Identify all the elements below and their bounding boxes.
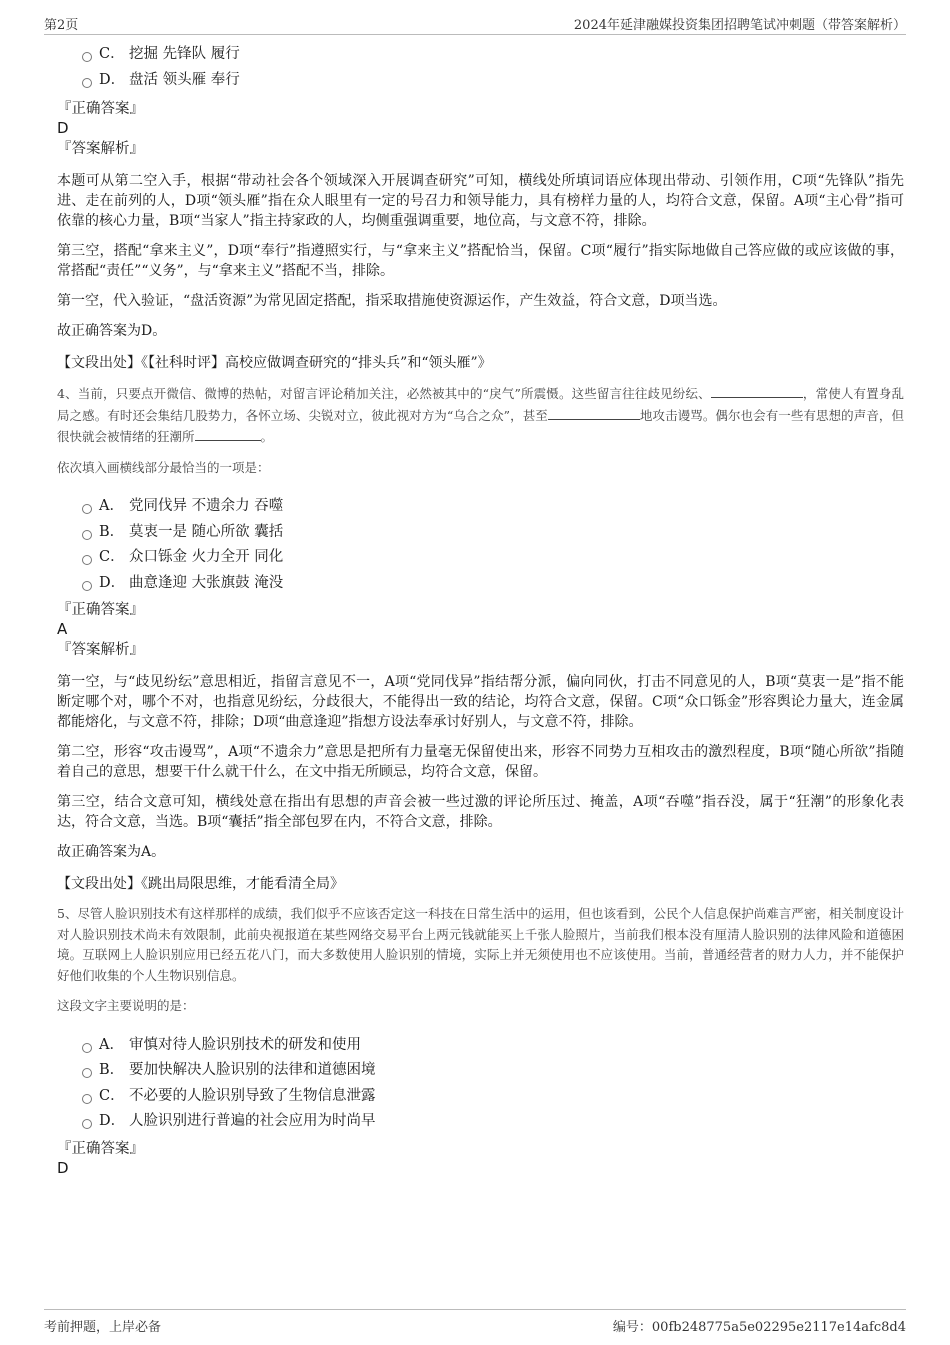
q3-source: 【文段出处】《【社科时评】高校应做调查研究的“排头兵”和“领头雁”》: [57, 355, 492, 371]
radio-icon[interactable]: [82, 555, 92, 565]
q5-prompt: 这段文字主要说明的是：: [57, 998, 195, 1013]
q5-option-a[interactable]: A． 审慎对待人脸识别技术的研发和使用: [41, 1033, 904, 1059]
radio-icon[interactable]: [82, 52, 92, 62]
document-title: 2024年延津融媒投资集团招聘笔试冲刺题（带答案解析）: [573, 18, 906, 33]
q5-option-d[interactable]: D． 人脸识别进行普遍的社会应用为时尚早: [41, 1109, 904, 1135]
page-footer: [44, 1309, 906, 1338]
q3-analysis-paragraph: 故正确答案为D。: [57, 323, 167, 339]
q3-analysis-paragraph: 本题可从第二空入手，根据“带动社会各个领域深入开展调查研究”可知，横线处所填词语应体现出带动、引领作用，C项“先锋队”指先进、走在前列的人，D项“领头雁”指在众人眼里有一定的号召力和领导能力，具有榜样力量的人，均符合文意，保留。A项“主心骨”指可依靠的核心力量，B项“当家人”指主持家政的人，均侧重强调重要，地位高，与文意不符，排除。: [57, 173, 904, 229]
q4-options: [41, 494, 904, 596]
q3-answer-label: 『正确答案』: [57, 101, 144, 117]
q5-option-b[interactable]: B． 要加快解决人脸识别的法律和道德困境: [41, 1058, 904, 1084]
radio-icon[interactable]: [82, 581, 92, 591]
q4-analysis-label: 『答案解析』: [57, 642, 144, 658]
radio-icon[interactable]: [82, 78, 92, 88]
fill-blank: [711, 383, 803, 398]
q4-option-b[interactable]: B． 莫衷一是 随心所欲 囊括: [41, 520, 904, 546]
q4-prompt: 依次填入画横线部分最恰当的一项是：: [57, 459, 270, 475]
radio-icon[interactable]: [82, 530, 92, 540]
q4-analysis-paragraph: 第三空，结合文意可知，横线处意在指出有思想的声音会被一些过激的评论所压过、掩盖，A项“吞噬”指吞没，属于“狂潮”的形象化表达，符合文意，当选。B项“囊括”指全部包罗在内，不符合文意，排除。: [57, 794, 904, 830]
q4-analysis-paragraph: 第二空，形容“攻击谩骂”，A项“不遗余力”意思是把所有力量毫无保留使出来，形容不同势力互相攻击的激烈程度，B项“随心所欲”指随着自己的意思，想要干什么就干什么，在文中指无所顾忌，均符合文意，保留。: [57, 744, 904, 780]
fill-blank: [195, 426, 261, 441]
page-number: 第2页: [44, 18, 79, 33]
q4-answer-label: 『正确答案』: [57, 602, 144, 618]
document-id: 编号：00fb248775a5e02295e2117e14afc8d4: [612, 1320, 906, 1335]
fill-blank: [548, 405, 640, 420]
q5-answer-label: 『正确答案』: [57, 1140, 144, 1157]
q3-analysis-label: 『答案解析』: [57, 141, 144, 157]
q4-option-c[interactable]: C． 众口铄金 火力全开 同化: [41, 545, 904, 571]
q5-answer: D: [57, 1158, 69, 1177]
page-header: [44, 14, 906, 35]
q3-answer: D: [57, 119, 69, 137]
document-body: [57, 42, 904, 1177]
q4-option-d[interactable]: D． 曲意逢迎 大张旗鼓 淹没: [41, 571, 904, 597]
q5-option-c[interactable]: C． 不必要的人脸识别导致了生物信息泄露: [41, 1084, 904, 1110]
q4-option-a[interactable]: A． 党同伐异 不遗余力 吞噬: [41, 494, 904, 520]
radio-icon[interactable]: [82, 1119, 92, 1129]
radio-icon[interactable]: [82, 504, 92, 514]
radio-icon[interactable]: [82, 1043, 92, 1053]
footer-slogan: 考前押题，上岸必备: [44, 1320, 162, 1335]
q3-option-d[interactable]: D． 盘活 领头雁 奉行: [41, 68, 904, 94]
q4-source: 【文段出处】《跳出局限思维，才能看清全局》: [57, 876, 344, 892]
radio-icon[interactable]: [82, 1094, 92, 1104]
radio-icon[interactable]: [82, 1068, 92, 1078]
q4-analysis-paragraph: 第一空，与“歧见纷纭”意思相近，指留言意见不一，A项“党同伐异”指结帮分派，偏向同伙，打击不同意见的人，B项“莫衷一是”指不能断定哪个对，哪个不对，也指意见纷纭，分歧很大，不能得出一致的结论，均符合文意，保留。C项“众口铄金”形容舆论力量大，连金属都能熔化，与文意不符，排除；D项“曲意逢迎”指想方设法奉承讨好别人，与文意不符，排除。: [57, 674, 904, 730]
q3-analysis-paragraph: 第三空，搭配“拿来主义”，D项“奉行”指遵照实行，与“拿来主义”搭配恰当，保留。C项“履行”指实际地做自己答应做的或应该做的事，常搭配“责任”“义务”，与“拿来主义”搭配不当，排除。: [57, 243, 904, 279]
q4-answer: A: [57, 620, 68, 638]
q3-options: [41, 42, 904, 93]
q3-analysis-paragraph: 第一空，代入验证，“盘活资源”为常见固定搭配，指采取措施使资源运作，产生效益，符合文意，D项当选。: [57, 293, 727, 309]
q5-question-text: 5、尽管人脸识别技术有这样那样的成绩，我们似乎不应该否定这一科技在日常生活中的运用，但也该看到，公民个人信息保护尚难言严密，相关制度设计对人脸识别技术尚未有效限制，此前央视报道在某些网络交易平台上两元钱就能买上千张人脸照片，当前我们根本没有厘清人脸识别的法律风险和道德困境。互联网上人脸识别应用已经五花八门，而大多数使用人脸识别的情境，实际上并无须使用也不应该使用。当前，普通经营者的财力人力，并不能保护好他们收集的个人生物识别信息。: [57, 906, 904, 983]
q5-options: [41, 1033, 904, 1135]
q4-question-text: 4、当前，只要点开微信、微博的热帖，对留言评论稍加关注，必然被其中的“戾气”所震慑。这些留言往往歧见纷纭、 ，常使人有置身乱局之感。有时还会集结几股势力，各怀立场、尖锐对立，彼此视对方为“乌合之众”，甚至 地攻击谩骂。偶尔也会有一些有思想的声音，但很快就会被情绪的狂潮所 。: [57, 383, 904, 448]
q4-analysis-paragraph: 故正确答案为A。: [57, 844, 166, 860]
q3-option-c[interactable]: C． 挖掘 先锋队 履行: [41, 42, 904, 68]
